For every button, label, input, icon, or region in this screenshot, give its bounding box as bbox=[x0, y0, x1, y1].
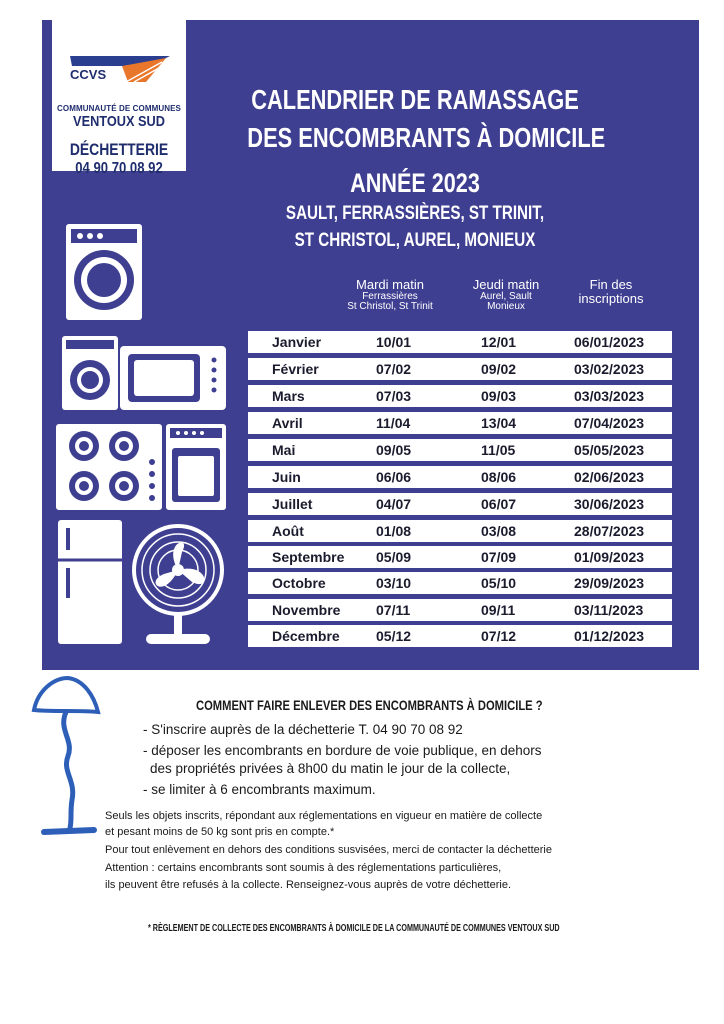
tuesday-date: 07/03 bbox=[376, 388, 412, 404]
month-cell: Juin bbox=[272, 469, 301, 485]
note-line: Pour tout enlèvement en dehors des conditions susvisées, merci de contacter la déchetterie bbox=[105, 844, 552, 856]
table-row bbox=[248, 572, 672, 594]
table-row bbox=[248, 385, 672, 407]
month-cell: Janvier bbox=[272, 334, 322, 350]
note-line: Attention : certains encombrants sont soumis à des réglementations particulières, bbox=[105, 862, 502, 874]
instruction-3: - se limiter à 6 encombrants maximum. bbox=[143, 782, 376, 797]
appliance-illustrations bbox=[52, 222, 242, 652]
deadline-date: 05/05/2023 bbox=[574, 442, 645, 458]
column-sub: St Christol, St Trinit bbox=[347, 301, 433, 313]
table-row bbox=[248, 412, 672, 434]
tuesday-date: 04/07 bbox=[376, 496, 412, 512]
deadline-date: 03/11/2023 bbox=[574, 602, 644, 618]
month-cell: Mai bbox=[272, 442, 296, 458]
column-main: Jeudi matin bbox=[472, 277, 540, 292]
month-cell: Septembre bbox=[272, 549, 345, 565]
title-line2: DES ENCOMBRANTS À DOMICILE bbox=[247, 122, 606, 153]
column-sub: Aurel, Sault bbox=[480, 290, 532, 302]
communes-line2: ST CHRISTOL, AUREL, MONIEUX bbox=[294, 230, 536, 251]
tuesday-date: 10/01 bbox=[376, 334, 412, 350]
faq-title: COMMENT FAIRE ENLEVER DES ENCOMBRANTS À DOMICILE ? bbox=[196, 697, 543, 713]
thursday-date: 09/02 bbox=[481, 361, 517, 377]
deadline-date: 03/03/2023 bbox=[574, 388, 645, 404]
column-main: Mardi matin bbox=[356, 277, 424, 292]
table-row bbox=[248, 599, 672, 621]
instruction-1: - S'inscrire auprès de la déchetterie T. 04 90 70 08 92 bbox=[143, 722, 463, 737]
column-header-tuesday bbox=[325, 278, 455, 313]
tuesday-date: 09/05 bbox=[376, 442, 412, 458]
thursday-date: 09/03 bbox=[481, 388, 517, 404]
logo-brand: CCVS bbox=[70, 67, 107, 82]
thursday-date: 09/11 bbox=[481, 602, 516, 618]
thursday-date: 08/06 bbox=[481, 469, 517, 485]
note-line: ils peuvent être refusés à la collecte. Renseignez-vous auprès de votre déchetterie. bbox=[105, 879, 512, 891]
ccvs-logo-mark bbox=[62, 52, 174, 92]
logo-line2: VENTOUX SUD bbox=[73, 113, 165, 130]
lamp-icon bbox=[28, 670, 108, 840]
month-cell: Novembre bbox=[272, 602, 341, 618]
deadline-date: 28/07/2023 bbox=[574, 523, 645, 539]
washing-machine-icon bbox=[66, 224, 142, 320]
thursday-date: 07/12 bbox=[481, 628, 517, 644]
table-row bbox=[248, 493, 672, 515]
month-cell: Octobre bbox=[272, 575, 326, 591]
column-sub: Monieux bbox=[487, 301, 525, 313]
microwave-icon bbox=[120, 346, 226, 410]
deadline-date: 02/06/2023 bbox=[574, 469, 645, 485]
note-line: et pesant moins de 50 kg sont pris en compte.* bbox=[105, 826, 335, 838]
table-row bbox=[248, 331, 672, 353]
logo-dechetterie: DÉCHETTERIE bbox=[69, 140, 169, 159]
fan-icon bbox=[134, 526, 222, 644]
instruction-2-cont: des propriétés privées à 8h00 du matin le jour de la collecte, bbox=[150, 761, 511, 776]
deadline-date: 01/09/2023 bbox=[574, 549, 645, 565]
table-row bbox=[248, 466, 672, 488]
logo-phone: 04 90 70 08 92 bbox=[75, 160, 163, 177]
month-cell: Avril bbox=[272, 415, 303, 431]
ccvs-logo bbox=[52, 20, 186, 177]
column-sub: Ferrassières bbox=[362, 290, 418, 302]
thursday-date: 12/01 bbox=[481, 334, 517, 350]
thursday-date: 11/05 bbox=[481, 442, 516, 458]
tuesday-date: 06/06 bbox=[376, 469, 412, 485]
deadline-date: 30/06/2023 bbox=[574, 496, 645, 512]
table-row bbox=[248, 439, 672, 461]
deadline-date: 29/09/2023 bbox=[574, 575, 645, 591]
fridge-icon bbox=[58, 520, 122, 644]
deadline-date: 01/12/2023 bbox=[574, 628, 645, 644]
table-row bbox=[248, 546, 672, 568]
table-row bbox=[248, 625, 672, 647]
month-cell: Août bbox=[272, 523, 304, 539]
logo-line1: COMMUNAUTÉ DE COMMUNES bbox=[57, 104, 181, 113]
tuesday-date: 05/12 bbox=[376, 628, 412, 644]
thursday-date: 03/08 bbox=[481, 523, 517, 539]
tuesday-date: 03/10 bbox=[376, 575, 412, 591]
thursday-date: 05/10 bbox=[481, 575, 517, 591]
deadline-date: 03/02/2023 bbox=[574, 361, 645, 377]
tuesday-date: 05/09 bbox=[376, 549, 412, 565]
month-cell: Juillet bbox=[272, 496, 313, 512]
column-main: Fin des bbox=[589, 277, 633, 292]
regulation-footnote: * RÈGLEMENT DE COLLECTE DES ENCOMBRANTS À DOMICILE DE LA COMMUNAUTÉ DE COMMUNES VENTOUX SUD bbox=[148, 923, 560, 934]
table-row bbox=[248, 520, 672, 542]
tuesday-date: 07/11 bbox=[376, 602, 411, 618]
title-year: ANNÉE 2023 bbox=[350, 168, 480, 198]
oven-icon bbox=[166, 424, 226, 510]
dryer-icon bbox=[62, 336, 118, 410]
tuesday-date: 11/04 bbox=[376, 415, 411, 431]
instruction-2: - déposer les encombrants en bordure de voie publique, en dehors bbox=[143, 743, 542, 758]
month-cell: Mars bbox=[272, 388, 305, 404]
column-header-deadline bbox=[546, 278, 676, 305]
month-cell: Février bbox=[272, 361, 319, 377]
title-line1: CALENDRIER DE RAMASSAGE bbox=[251, 84, 579, 115]
tuesday-date: 07/02 bbox=[376, 361, 412, 377]
note-line: Seuls les objets inscrits, répondant aux réglementations en vigueur en matière de collecte bbox=[105, 810, 543, 822]
communes-line1: SAULT, FERRASSIÈRES, ST TRINIT, bbox=[285, 203, 545, 224]
tuesday-date: 01/08 bbox=[376, 523, 412, 539]
cooktop-icon bbox=[56, 424, 162, 510]
deadline-date: 07/04/2023 bbox=[574, 415, 645, 431]
thursday-date: 13/04 bbox=[481, 415, 517, 431]
thursday-date: 06/07 bbox=[481, 496, 517, 512]
deadline-date: 06/01/2023 bbox=[574, 334, 645, 350]
thursday-date: 07/09 bbox=[481, 549, 517, 565]
table-row bbox=[248, 358, 672, 380]
column-main: inscriptions bbox=[578, 290, 644, 306]
month-cell: Décembre bbox=[272, 628, 340, 644]
